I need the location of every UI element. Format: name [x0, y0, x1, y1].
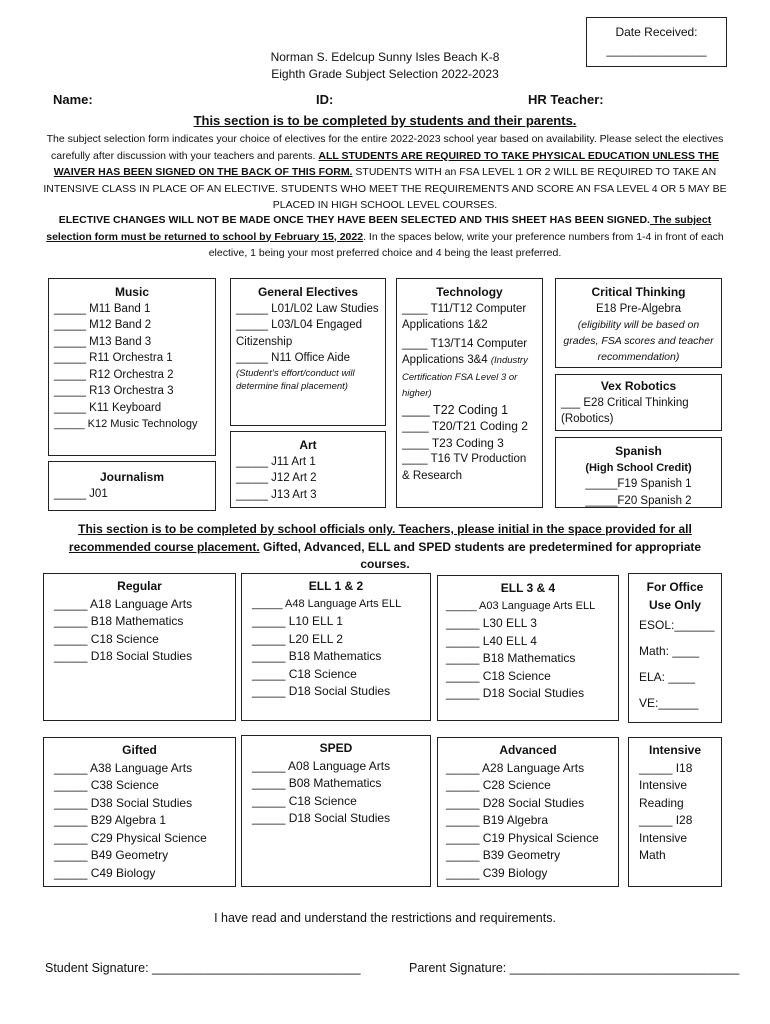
music-title: Music	[114, 285, 149, 299]
journalism-box	[48, 461, 216, 511]
list-item[interactable]: _____ C28 Science	[446, 778, 551, 792]
list-item[interactable]: _____ J11 Art 1	[236, 455, 316, 468]
list-item[interactable]: _____ L30 ELL 3	[446, 616, 537, 630]
pe-requirement: ALL STUDENTS ARE REQUIRED TO TAKE PHYSICAL EDUCATION UNLESS THE WAIVER HAS BEEN SIGNED ON THE BACK OF THIS FORM.	[53, 149, 719, 178]
list-item[interactable]: _____ B18 Mathematics	[252, 649, 382, 663]
list-item[interactable]: _____ B49 Geometry	[54, 848, 169, 862]
vex-robotics-box	[555, 374, 722, 431]
predetermined-note: Gifted, Advanced, ELL and SPED students are predetermined for appropriate courses.	[259, 539, 702, 571]
ell-3-4-box	[437, 575, 619, 721]
art-box	[230, 431, 386, 508]
list-item[interactable]: _____ I28 Intensive Math	[639, 813, 693, 862]
spanish-title: Spanish	[615, 444, 662, 458]
gifted-box	[43, 737, 236, 887]
name-field[interactable]: Name:	[53, 92, 93, 107]
ell-1-2-box	[241, 573, 431, 721]
office-use-box	[628, 573, 722, 723]
elective-changes-warning: ELECTIVE CHANGES WILL NOT BE MADE ONCE THEY HAVE BEEN SELECTED AND THIS SHEET HAS BEEN SIGNED.	[58, 214, 650, 226]
date-received-field[interactable]: _______________	[606, 43, 707, 57]
list-item[interactable]: _____F19 Spanish 1	[585, 478, 692, 490]
student-section-heading: This section is to be completed by students and their parents.	[193, 113, 577, 128]
list-item[interactable]: _____ R11 Orchestra 1	[54, 352, 173, 364]
general-electives-box	[230, 278, 386, 426]
list-item[interactable]: _____ B39 Geometry	[446, 848, 561, 862]
ell-1-2-title: ELL 1 & 2	[308, 579, 364, 593]
intensive-box	[628, 737, 722, 887]
form-title: Eighth Grade Subject Selection 2022-2023	[271, 67, 499, 81]
regular-title: Regular	[117, 579, 162, 593]
eligibility-note: (eligibility will be based on grades, FSA scores and teacher recommendation)	[563, 319, 714, 363]
journalism-title: Journalism	[99, 470, 165, 484]
office-use-title: For Office Use Only	[646, 580, 704, 612]
vex-robotics-title: Vex Robotics	[600, 379, 677, 393]
list-item[interactable]: _____ C38 Science	[54, 778, 159, 792]
critical-thinking-box	[555, 278, 722, 368]
ve-field[interactable]: VE:______	[639, 696, 699, 710]
list-item[interactable]: _____ C18 Science	[446, 668, 551, 683]
acknowledgement: I have read and understand the restrictions and requirements.	[214, 911, 556, 925]
list-item[interactable]: ____ T22 Coding 1	[402, 402, 509, 417]
placement-note: (Student’s effort/conduct will determine final placement)	[236, 367, 355, 392]
list-item[interactable]: _____ L20 ELL 2	[252, 631, 343, 646]
list-item[interactable]: _____ K12 Music Technology	[54, 418, 198, 430]
official-section-heading	[55, 521, 715, 574]
ell-3-4-title: ELL 3 & 4	[500, 581, 556, 595]
esol-field[interactable]: ESOL:______	[639, 618, 715, 632]
list-item[interactable]	[402, 336, 537, 402]
list-item[interactable]: _____ M12 Band 2	[54, 319, 152, 331]
list-item[interactable]: ____ T16 TV Production & Research	[402, 453, 527, 482]
list-item[interactable]: E18 Pre-Algebra	[595, 302, 682, 315]
list-item[interactable]: _____ D38 Social Studies	[54, 795, 193, 810]
list-item[interactable]: _____ C18 Science	[54, 631, 159, 646]
spanish-subtitle: (High School Credit)	[585, 461, 692, 474]
regular-box	[43, 573, 236, 721]
certification-note: (Industry Certification FSA Level 3 or higher)	[402, 355, 528, 399]
instructions-text: The subject selection form indicates your choice of electives for the entire 2022-2023 school year based on availability. Please select the electives carefully after discussion with your teachers and parents.	[46, 133, 724, 162]
list-item[interactable]: _____ C19 Physical Science	[446, 830, 599, 845]
list-item[interactable]: _____ L03/L04 Engaged Citizenship	[236, 319, 362, 348]
list-item[interactable]: _____ L10 ELL 1	[252, 614, 343, 628]
student-signature-field[interactable]: Student Signature: ______________________________	[45, 961, 361, 975]
list-item[interactable]: _____ M13 Band 3	[54, 335, 152, 348]
list-item[interactable]: ____ T23 Coding 3	[402, 435, 504, 450]
list-item[interactable]: _____ B29 Algebra 1	[54, 813, 167, 827]
list-item[interactable]: _____ J13 Art 3	[236, 488, 317, 501]
list-item[interactable]: ____ T20/T21 Coding 2	[402, 419, 528, 433]
list-item[interactable]: _____ R12 Orchestra 2	[54, 368, 174, 381]
list-item[interactable]: _____ D28 Social Studies	[446, 795, 585, 810]
general-electives-title: General Electives	[257, 285, 359, 299]
music-box	[48, 278, 216, 456]
technology-box	[396, 278, 543, 508]
list-item[interactable]: _____ C29 Physical Science	[54, 830, 207, 845]
critical-thinking-title: Critical Thinking	[591, 285, 686, 299]
list-item[interactable]: _____ A08 Language Arts	[252, 758, 391, 773]
list-item[interactable]: _____ A03 Language Arts ELL	[446, 599, 596, 612]
list-item[interactable]: _____ C39 Biology	[446, 865, 548, 880]
list-item[interactable]: _____ L40 ELL 4	[446, 633, 537, 648]
list-item[interactable]: _____ J01	[54, 487, 108, 500]
list-item[interactable]: _____ I18 Intensive Reading	[639, 760, 693, 810]
tech-item-label: ____ T13/T14 Computer Applications 3&4	[402, 337, 528, 366]
instructions-paragraph	[40, 131, 730, 214]
list-item[interactable]: _____ B08 Mathematics	[252, 776, 382, 790]
list-item[interactable]: _____ J12 Art 2	[236, 472, 317, 484]
list-item[interactable]: _____ A48 Language Arts ELL	[252, 597, 402, 610]
list-item[interactable]: _____ C49 Biology	[54, 865, 156, 880]
hr-teacher-field[interactable]: HR Teacher:	[528, 92, 604, 107]
list-item[interactable]: _____ M11 Band 1	[54, 302, 151, 315]
advanced-box	[437, 737, 619, 887]
math-field[interactable]: Math: ____	[639, 644, 700, 658]
preference-instructions: . In the spaces below, write your preference numbers from 1-4 in front of each elective, 1 being your most preferred choice and 4 being the least preferred.	[208, 230, 724, 259]
list-item[interactable]: _____ B19 Algebra	[446, 813, 549, 827]
school-name: Norman S. Edelcup Sunny Isles Beach K-8	[270, 50, 500, 64]
technology-title: Technology	[436, 285, 503, 299]
advanced-title: Advanced	[499, 743, 557, 757]
list-item[interactable]: _____ A38 Language Arts	[54, 760, 193, 775]
official-instructions: This section is to be completed by school officials only. Teachers, please initial in the space provided for all recommended course placement.	[68, 522, 692, 554]
fsa-requirement: STUDENTS WITH an FSA LEVEL 1 OR 2 WILL BE REQUIRED TO TAKE AN INTENSIVE CLASS IN PLACE OF AN ELECTIVE. STUDENTS WHO MEET THE REQUIREMENTS AND SCORE AN FSA LEVEL 4 OR 5 MAY BE PLACED IN HIGH SCHOOL LEVEL COURSES.	[43, 166, 727, 211]
list-item[interactable]: _____ R13 Orchestra 3	[54, 385, 174, 397]
list-item[interactable]: _____ A18 Language Arts	[54, 596, 193, 611]
list-item[interactable]: _____F20 Spanish 2	[585, 494, 692, 507]
id-field[interactable]: ID:	[316, 92, 334, 107]
list-item[interactable]: _____ C18 Science	[252, 793, 357, 808]
deadline-paragraph	[40, 212, 730, 262]
list-item[interactable]: _____ D18 Social Studies	[252, 811, 391, 825]
list-item[interactable]: _____ K11 Keyboard	[54, 401, 162, 414]
list-item[interactable]: ___ E28 Critical Thinking (Robotics)	[561, 396, 689, 425]
list-item[interactable]: _____ A28 Language Arts	[446, 760, 585, 775]
sped-box	[241, 735, 431, 887]
list-item[interactable]: _____ B18 Mathematics	[54, 614, 184, 628]
art-title: Art	[299, 438, 317, 452]
parent-signature-field[interactable]: Parent Signature: _________________________________	[409, 961, 740, 975]
list-item[interactable]: ____ T11/T12 Computer Applications 1&2	[402, 302, 527, 331]
spanish-box	[555, 437, 722, 508]
list-item[interactable]: _____ B18 Mathematics	[446, 651, 576, 665]
list-item[interactable]: _____ D18 Social Studies	[446, 686, 585, 700]
intensive-title: Intensive	[648, 743, 702, 757]
list-item[interactable]: _____ N11 Office Aide	[236, 352, 351, 364]
gifted-title: Gifted	[122, 743, 157, 757]
sped-title: SPED	[319, 741, 353, 755]
list-item[interactable]: _____ D18 Social Studies	[252, 684, 391, 698]
list-item[interactable]: _____ D18 Social Studies	[54, 649, 193, 663]
list-item[interactable]: _____ C18 Science	[252, 666, 357, 681]
list-item[interactable]: _____ L01/L02 Law Studies	[236, 302, 379, 315]
date-received-label: Date Received:	[615, 25, 698, 39]
ela-field[interactable]: ELA: ____	[639, 670, 696, 684]
return-deadline: The subject selection form must be returned to school by February 15, 2022	[46, 214, 712, 243]
